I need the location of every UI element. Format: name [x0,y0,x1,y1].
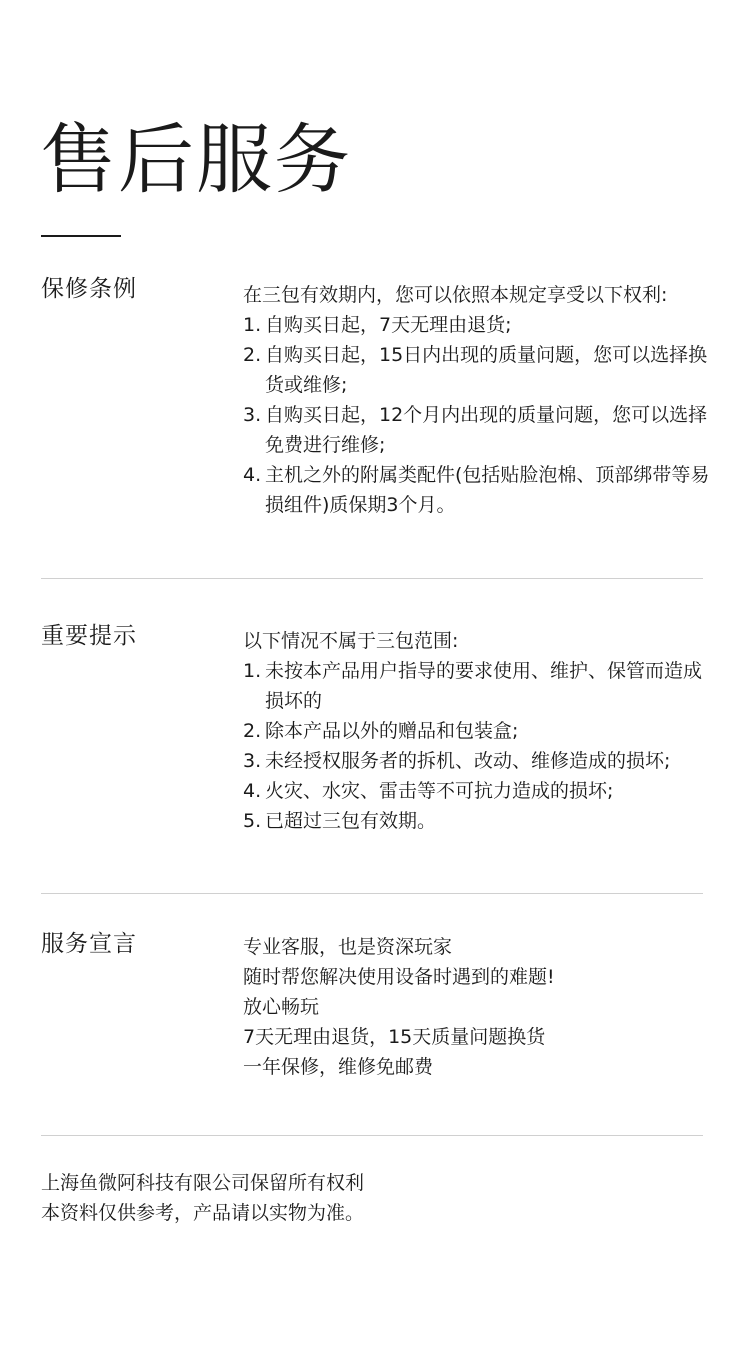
list-item [243,310,713,340]
footer-copyright: 上海鱼微阿科技有限公司保留所有权利 [41,1172,365,1194]
list-item [243,400,713,460]
title-underline [41,235,121,237]
section-body-notice [243,626,713,836]
list-item-number: 3. [243,404,262,426]
footer-disclaimer: 本资料仅供参考，产品请以实物为准。 [41,1202,365,1224]
list-item-number: 5. [243,810,262,832]
footer [41,1168,364,1228]
list-item-text: 除本产品以外的赠品和包装盒; [265,720,519,742]
list-item [243,776,713,806]
section-divider [41,578,703,579]
list-item-text: 自购买日起，12个月内出现的质量问题，您可以选择免费进行维修; [265,404,708,456]
list-item-text: 主机之外的附属类配件(包括贴脸泡棉、顶部绑带等易损组件)质保期3个月。 [265,464,710,516]
section-heading-warranty: 保修条例 [41,276,137,302]
pledge-line: 一年保修，维修免邮费 [243,1056,434,1078]
list-item-text: 自购买日起，15日内出现的质量问题，您可以选择换货或维修; [265,344,708,396]
section-heading-notice: 重要提示 [41,623,137,649]
list-item-text: 火灾、水灾、雷击等不可抗力造成的损坏; [265,780,614,802]
list-item-number: 2. [243,720,262,742]
section-intro: 在三包有效期内，您可以依照本规定享受以下权利: [243,284,668,306]
pledge-line: 7天无理由退货，15天质量问题换货 [243,1026,546,1048]
list-item-text: 已超过三包有效期。 [265,810,437,832]
pledge-line: 放心畅玩 [243,996,320,1018]
list-item [243,716,713,746]
list-item [243,340,713,400]
list-item [243,806,713,836]
list-item-number: 3. [243,750,262,772]
list-item-text: 自购买日起，7天无理由退货; [265,314,512,336]
list-item [243,656,713,716]
section-body-service-pledge [243,932,713,1082]
pledge-line: 专业客服，也是资深玩家 [243,936,453,958]
list-item-number: 2. [243,344,262,366]
list-item-text: 未按本产品用户指导的要求使用、维护、保管而造成损坏的 [265,660,703,712]
list-item [243,460,713,520]
section-divider [41,1135,703,1136]
section-intro: 以下情况不属于三包范围: [243,630,459,652]
list-item-number: 1. [243,660,262,682]
list-item-text: 未经授权服务者的拆机、改动、维修造成的损坏; [265,750,671,772]
section-divider [41,893,703,894]
page-title: 售后服务 [40,115,352,204]
list-item [243,746,713,776]
list-item-number: 4. [243,464,262,486]
list-item-number: 4. [243,780,262,802]
list-item-number: 1. [243,314,262,336]
section-heading-service-pledge: 服务宣言 [41,931,137,957]
section-body-warranty [243,280,713,520]
pledge-line: 随时帮您解决使用设备时遇到的难题! [243,966,555,988]
